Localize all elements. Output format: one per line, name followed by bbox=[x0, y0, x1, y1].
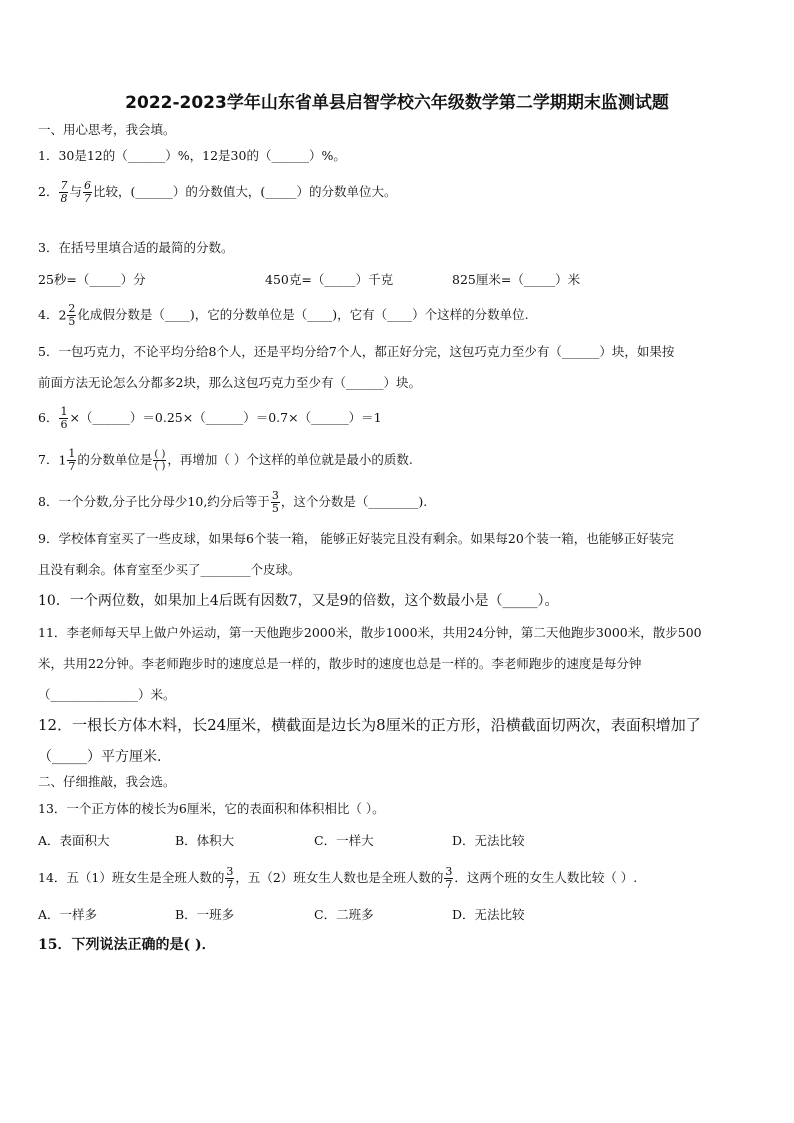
question-7 bbox=[38, 448, 760, 473]
question-14 bbox=[38, 866, 760, 891]
question-8-text-a: 8．一个分数,分子比分母少10,约分后等于 bbox=[38, 494, 270, 509]
question-7-number: 7． bbox=[38, 452, 59, 467]
question-12-line-1: 12．一根长方体木料，长24厘米，横截面是边长为8厘米的正方形，沿横截面切两次，表面积增加了 bbox=[38, 716, 701, 734]
mixed-number-1-1-7: 1 $\frac{1}{7}$ bbox=[58, 447, 76, 473]
q14-option-b: B．一班多 bbox=[175, 907, 235, 922]
question-3: 3．在括号里填合适的最简的分数。 bbox=[38, 240, 234, 255]
fraction-3-5: $\frac{3}{5}$ bbox=[271, 489, 279, 515]
q13-option-b: B．体积大 bbox=[175, 833, 235, 848]
question-1: 1．30是12的（______）%，12是30的（______）%。 bbox=[38, 148, 346, 163]
question-2-number: 2． bbox=[38, 184, 59, 199]
question-3a: 25秒=（_____）分 bbox=[38, 272, 146, 287]
mixed-number-2-2-5: 2 $\frac{2}{5}$ bbox=[58, 302, 76, 328]
section-heading-1: 一、用心思考，我会填。 bbox=[38, 122, 176, 137]
question-14-text-b: ，五（2）班女生人数也是全班人数的 bbox=[235, 870, 444, 885]
question-10: 10．一个两位数，如果加上4后既有因数7，又是9的倍数，这个数最小是（_____）。 bbox=[38, 593, 559, 609]
question-6 bbox=[38, 406, 760, 431]
question-14-text-c: ．这两个班的女生人数比较（ ）. bbox=[454, 870, 638, 885]
question-2-connector: 与 bbox=[69, 184, 82, 199]
question-8 bbox=[38, 490, 760, 515]
question-9-line-2: 且没有剩余。体育室至少买了________个皮球。 bbox=[38, 562, 301, 577]
page-title: 2022-2023学年山东省单县启智学校六年级数学第二学期期末监测试题 bbox=[125, 93, 669, 113]
fraction-6-7: $\frac{6}{7}$ bbox=[83, 179, 91, 205]
question-12-line-2: （_____）平方厘米. bbox=[38, 749, 162, 765]
question-5-line-2: 前面方法无论怎么分都多2块，那么这包巧克力至少有（______）块。 bbox=[38, 375, 421, 390]
question-4 bbox=[38, 303, 760, 328]
question-7-mid: 的分数单位是 bbox=[77, 452, 153, 467]
fraction-7-8: $\frac{7}{8}$ bbox=[60, 179, 68, 205]
question-8-text-b: ，这个分数是（________). bbox=[280, 494, 428, 509]
question-11-line-3: （______________）米。 bbox=[38, 687, 176, 702]
fraction-3-7-a: $\frac{3}{7}$ bbox=[226, 865, 234, 891]
question-3b: 450克=（_____）千克 bbox=[265, 272, 394, 287]
question-14-text-a: 14．五（1）班女生是全班人数的 bbox=[38, 870, 225, 885]
question-15: 15．下列说法正确的是( )． bbox=[38, 937, 216, 953]
q13-option-c: C．一样大 bbox=[314, 833, 374, 848]
question-7-text: ，再增加（ ）个这样的单位就是最小的质数. bbox=[167, 452, 413, 467]
question-3c: 825厘米=（_____）米 bbox=[452, 272, 581, 287]
question-2-text: 比较，(______）的分数值大，(_____）的分数单位大。 bbox=[92, 184, 397, 199]
question-6-number: 6． bbox=[38, 410, 59, 425]
question-6-text: ×（______）＝0.25×（______）＝0.7×（______）＝1 bbox=[69, 410, 382, 425]
q13-option-a: A．表面积大 bbox=[38, 833, 110, 848]
q14-option-d: D．无法比较 bbox=[452, 907, 525, 922]
section-heading-2: 二、仔细推敲，我会选。 bbox=[38, 774, 176, 789]
q14-option-c: C．二班多 bbox=[314, 907, 374, 922]
q13-option-d: D．无法比较 bbox=[452, 833, 525, 848]
question-4-number: 4． bbox=[38, 307, 59, 322]
question-11-line-1: 11．李老师每天早上做户外运动，第一天他跑步2000米，散步1000米，共用24分钟，第二天他跑步3000米，散步500 bbox=[38, 625, 702, 640]
question-4-text: 化成假分数是（____)，它的分数单位是（____)，它有（____）个这样的分数单位. bbox=[77, 307, 529, 322]
question-9-line-1: 9．学校体育室买了一些皮球，如果每6个装一箱， 能够正好装完且没有剩余。如果每20个装一箱，也能够正好装完 bbox=[38, 531, 674, 546]
fraction-3-7-b: $\frac{3}{7}$ bbox=[445, 865, 453, 891]
fraction-1-6: $\frac{1}{6}$ bbox=[60, 405, 68, 431]
blank-fraction: $\frac{( )}{( )}$ bbox=[154, 449, 166, 472]
question-5-line-1: 5．一包巧克力，不论平均分给8个人，还是平均分给7个人，都正好分完，这包巧克力至少有（______）块，如果按 bbox=[38, 344, 675, 359]
question-13: 13．一个正方体的棱长为6厘米，它的表面积和体积相比（ ）。 bbox=[38, 801, 385, 816]
question-11-line-2: 米，共用22分钟。李老师跑步时的速度总是一样的，散步时的速度也总是一样的。李老师跑步的速度是每分钟 bbox=[38, 656, 642, 671]
q14-option-a: A．一样多 bbox=[38, 907, 98, 922]
question-2 bbox=[38, 180, 760, 205]
